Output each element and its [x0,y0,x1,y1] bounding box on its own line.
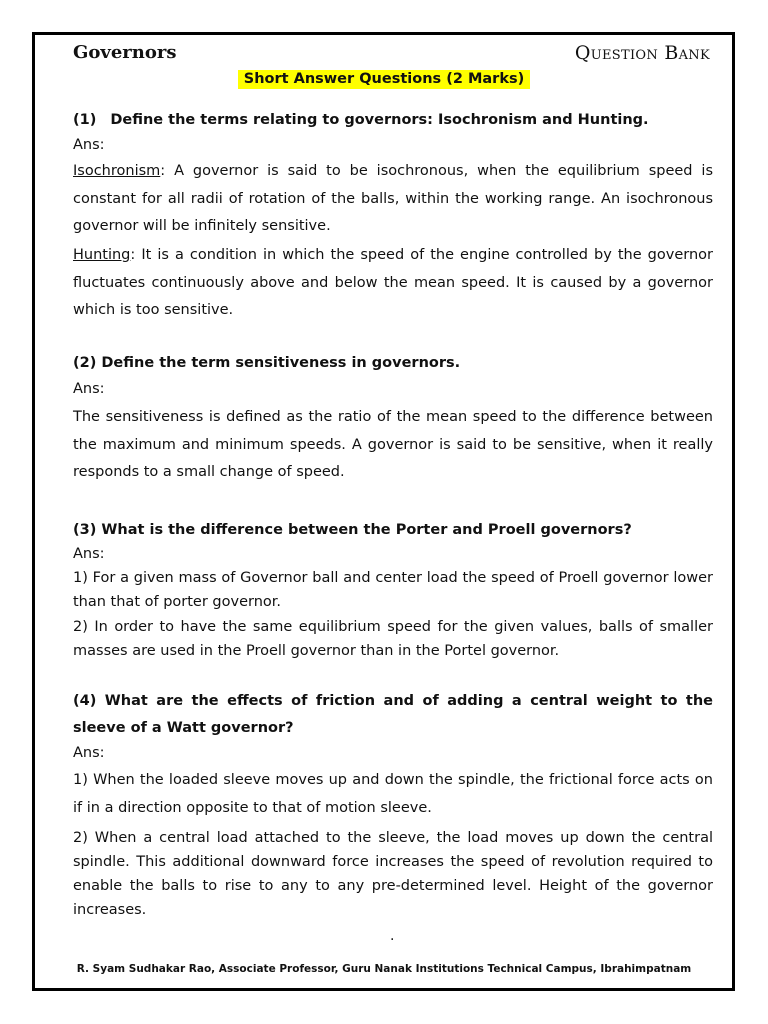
isochronism-definition: : A governor is said to be isochronous, when the equilibrium speed is constant for all radii of rotation of the balls, within the working range. An isochronous governor will be infinitely sensitive. [73,163,713,234]
question-1-number: (1) [73,112,97,128]
trailing-mark: . [390,928,395,944]
question-3: (3) What is the difference between the Porter and Proell governors? [73,522,632,538]
answer-1-label: Ans: [73,137,105,153]
answer-4-label: Ans: [73,745,105,761]
answer-1-hunting [73,242,713,325]
question-4: (4) What are the effects of friction and of adding a central weight to the sleeve of a Watt governor? [73,693,713,736]
question-2: (2) Define the term sensitiveness in governors. [73,355,461,371]
term-hunting: Hunting [73,247,131,263]
header-title: Question Bank [574,42,710,64]
hunting-definition: : It is a condition in which the speed of the engine controlled by the governor fluctuates continuously above and below the mean speed. It is caused by a governor which is too sensitive. [73,247,713,318]
header-topic: Governors [73,42,177,63]
answer-1-isochronism [73,158,713,241]
answer-4-point-2: 2) When a central load attached to the sleeve, the load moves up down the central spindle. This additional downward force increases the speed of revolution required to enable the balls to rise to any to any pre-determined level. Height of the governor increases. [73,830,713,918]
section-heading-highlight: Short Answer Questions (2 Marks) [238,70,530,89]
question-1 [73,108,713,133]
question-1-text: Define the terms relating to governors: Isochronism and Hunting. [110,112,649,128]
term-isochronism: Isochronism [73,163,161,179]
answer-3-point-1: 1) For a given mass of Governor ball and center load the speed of Proell governor lower than that of porter governor. [73,570,713,610]
answer-4-point-1: 1) When the loaded sleeve moves up and down the spindle, the frictional force acts on if in a direction opposite to that of motion sleeve. [73,772,713,816]
answer-2-text: The sensitiveness is defined as the ratio of the mean speed to the difference between the maximum and minimum speeds. A governor is said to be sensitive, when it really responds to a small change of speed. [73,409,713,480]
section-heading [0,68,768,89]
answer-3-point-2: 2) In order to have the same equilibrium speed for the given values, balls of smaller masses are used in the Proell governor than in the Portel governor. [73,619,713,659]
footer-author: R. Syam Sudhakar Rao, Associate Professor, Guru Nanak Institutions Technical Campus, Ibrahimpatnam [76,963,692,975]
answer-2-label: Ans: [73,381,105,397]
answer-3-label: Ans: [73,546,105,562]
